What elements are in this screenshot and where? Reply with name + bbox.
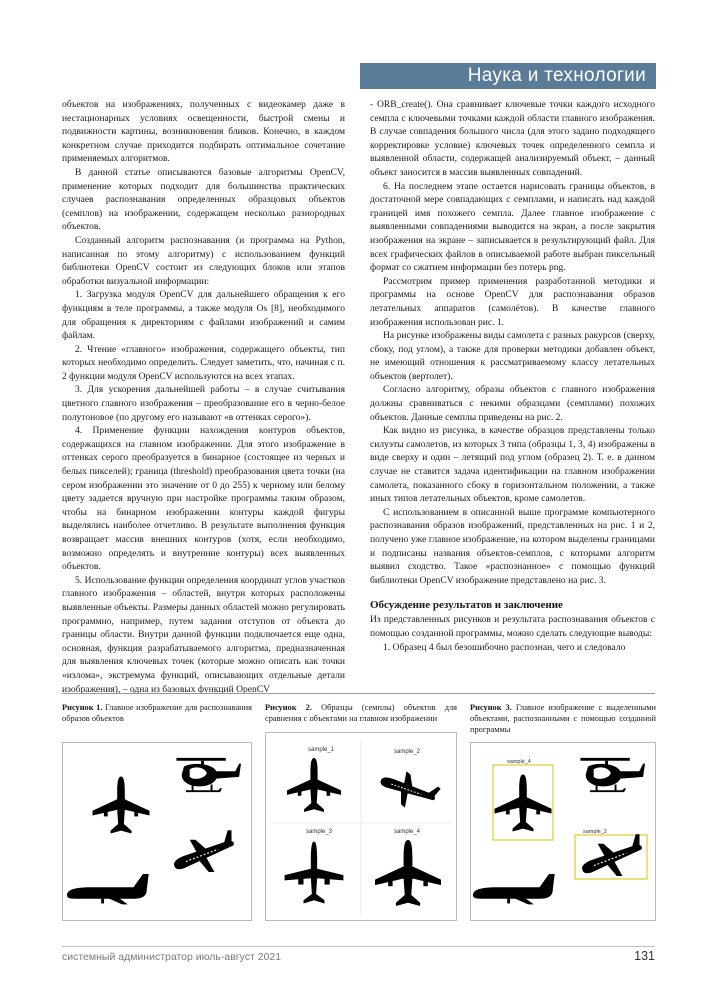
sample-2-silhouette (377, 756, 442, 819)
section-heading: Обсуждение результатов и заключение (370, 599, 563, 612)
figure-2 (265, 702, 457, 835)
figure-label: Рисунок 1. (62, 703, 103, 712)
paragraph: - ORB_create(). Она сравнивает ключевые точки каждого исходного семпла с ключевыми точками каждой области главного изображения. В случае совпадения большого числа (для этого задано подходящего корректировке условие) ключевых точек определенного семпла и выявленной области, содержащей анализируемый объект, – данный объект заносится в массив выявленных совпадений. (370, 99, 655, 178)
helicopter-silhouette (580, 758, 645, 792)
figure-caption-text: Главное изображение с выделенными объектами, распознанными с помощью созданной программы (470, 703, 657, 734)
samples-image (266, 733, 456, 920)
figure-label: Рисунок 3. (470, 703, 512, 712)
magazine-name: системный администратор июль-август 2021 (62, 951, 282, 963)
figure-caption-text: Главное изображение для распознавания образов объектов (62, 703, 252, 723)
airplane-angle-silhouette (174, 830, 234, 872)
figure-caption (265, 702, 457, 724)
airplane-side-silhouette (67, 874, 149, 904)
figure-caption-text: Образцы (семплы) объектов для сравнения с объектами на главном изображении (265, 703, 457, 723)
figure-separator (62, 693, 655, 694)
paragraph: На рисунке изображены виды самолета с разных ракурсов (сверху, сбоку, под углом), а также для проверки методики добавлен объект, не имеющий отношения к рассматриваемому классу летательных объектов (вертолет). (370, 330, 655, 382)
sample-3-silhouette (285, 842, 344, 904)
paragraph: Согласно алгоритму, образы объектов с главного изображения должны сравниваться с некими образцами (семплами) похожих объектов. Данные семплы приведены на рис. 2. (370, 384, 655, 423)
paragraph: В данной статье описываются базовые алгоритмы OpenCV, применение которых подходит для большинства практических случаев распознавания определенных образцовых объектов (семплов) на изображении, содержащем несколько разнородных объектов. (62, 166, 345, 233)
figure-frame (265, 732, 457, 921)
sample-4-silhouette (375, 840, 441, 906)
paragraph: 2. Чтение «главного» изображения, содержащего объекты, тип которых необходимо определить. Следует заметить, что, начиная с п. 2 функции модуля OpenCV используются на всех этапах. (62, 343, 345, 382)
sample-label: sample_4 (394, 829, 421, 835)
helicopter-silhouette (176, 758, 241, 792)
figure-label: Рисунок 2. (265, 703, 312, 712)
sample-label: sample_2 (394, 749, 421, 755)
airplane-top-silhouette (495, 775, 552, 832)
figure-frame (62, 742, 252, 921)
paragraph: 1. Загрузка модуля OpenCV для дальнейшего обращения к его функциям в теле программы, а также модуля Os [8], необходимого для обращения к директориям с файлами изображений и самим файлам. (62, 289, 345, 342)
figure-3 (470, 702, 657, 835)
paragraph: Рассмотрим пример применения разработанной методики и программы на основе OpenCV для распознавания образов летательных аппаратов (самолётов). В качестве главного изображения использован рис. 1. (370, 275, 655, 328)
paragraph: 3. Для ускорения дальнейшей работы – в случае считывания цветного главного изображения – преобразование его в черно-белое полутоновое (по другому его называют «в оттенках серого»). (62, 384, 345, 423)
figure-frame (470, 742, 656, 921)
right-column (370, 98, 655, 654)
paragraph: объектов на изображениях, полученных с видеокамер даже в нестационарных условиях освещенности, быстрой смены и подвижности картины, возникновения бликов. Конечно, в каждом конкретном случае приходится подбирать оптимальное сочетание применяемых алгоритмов. (62, 99, 345, 165)
airplane-top-silhouette (93, 777, 150, 834)
result-image (471, 743, 655, 920)
footer-divider (62, 946, 655, 947)
paragraph: Созданный алгоритм распознавания (и программа на Python, написанная по этому алгоритму) с использованием функций библиотеки OpenCV состоит из следующих блоков или этапов обработки визуальной информации: (62, 234, 345, 287)
paragraph: С использованием в описанной выше программе компьютерного распознавания образов изображений, представленных на рис. 1 и 2, получено уже главное изображение, на котором выделены границами и подписаны названия объектов-семплов, с которыми алгоритм выявил сходство. Такое «распознанное» с помощью функций библиотеки OpenCV изображение представлено на рис. 3. (370, 506, 655, 586)
section-banner: Наука и технологии (360, 63, 656, 89)
sample-1-silhouette (287, 758, 341, 812)
sample-label: sample_3 (306, 829, 333, 835)
paragraph: 6. На последнем этапе остается нарисовать границы объектов, в достаточной мере совпадающих с семплами, и написать над каждой границей имя похожего семпла. Далее главное изображение с выявленными совпадениями выводится на экран, а после закрытия изображения на экране – записывается в результирующий файл. Для всех графических файлов в описываемой работе выбран пиксельный формат со сжатием информации без потерь png. (370, 180, 655, 274)
page-number: 131 (634, 949, 655, 963)
figure-caption (62, 702, 252, 724)
airplane-side-silhouette (473, 874, 555, 904)
main-image (63, 743, 251, 920)
paragraph: 1. Образец 4 был безошибочно распознан, чего и следовало (383, 641, 626, 653)
left-column (62, 98, 345, 696)
paragraph: 5. Использование функции определения координат углов участков главного изображения – областей, внутри которых расположены выявленные объекты. Размеры данных областей можно регулировать программно, например, путем задания отступов от объекта до границы области. Внутри данной функции подключается еще одна, основная, функция разрабатываемого алгоритма, предназначенная для выявления ключевых точек (которые можно описать как точки «излома», экстремума функций, описывающих отдельные детали изображения), – одна из базовых функций OpenCV (62, 574, 345, 695)
paragraph: 4. Применение функции нахождения контуров объектов, содержащихся на главном изображении. Для этого изображение в оттенках серого преобразуется в бинарное (состоящее из черных и белых пикселей); граница (threshold) преобразования цвета точки (на сером изображении это значение от 0 до 255) к черному или белому цвету задается вручную при настройке программы таким образом, чтобы на бинарном изображении контуры каждой фигуры выделялись наиболее отчетливо. В результате выполнения функция возвращает массив внешних контуров (хотя, если необходимо, возможно определять и внутренние контуры) всех выявленных объектов. (62, 425, 345, 573)
detection-label: sample_4 (507, 759, 531, 765)
sample-label: sample_1 (308, 747, 335, 753)
paragraph: Из представленных рисунков и результата распознавания объектов с помощью созданной программы, можно сделать следующие выводы: (370, 614, 655, 639)
figure-1 (62, 702, 252, 729)
airplane-angle-silhouette (582, 834, 642, 876)
paragraph: Как видно из рисунка, в качестве образцов представлены только силуэты самолетов, из которых 3 типа (образцы 1, 3, 4) изображены в виде сверху и один – летящий под углом (образец 2). Т. е. в данном случае не ставится задача идентификации на главном изображении самолета, показанного сбоку в горизонтальном положении, а также иных типов летательных объектов, кроме самолетов. (370, 425, 655, 505)
detection-label: sample_2 (583, 829, 607, 835)
figure-caption (470, 702, 656, 735)
